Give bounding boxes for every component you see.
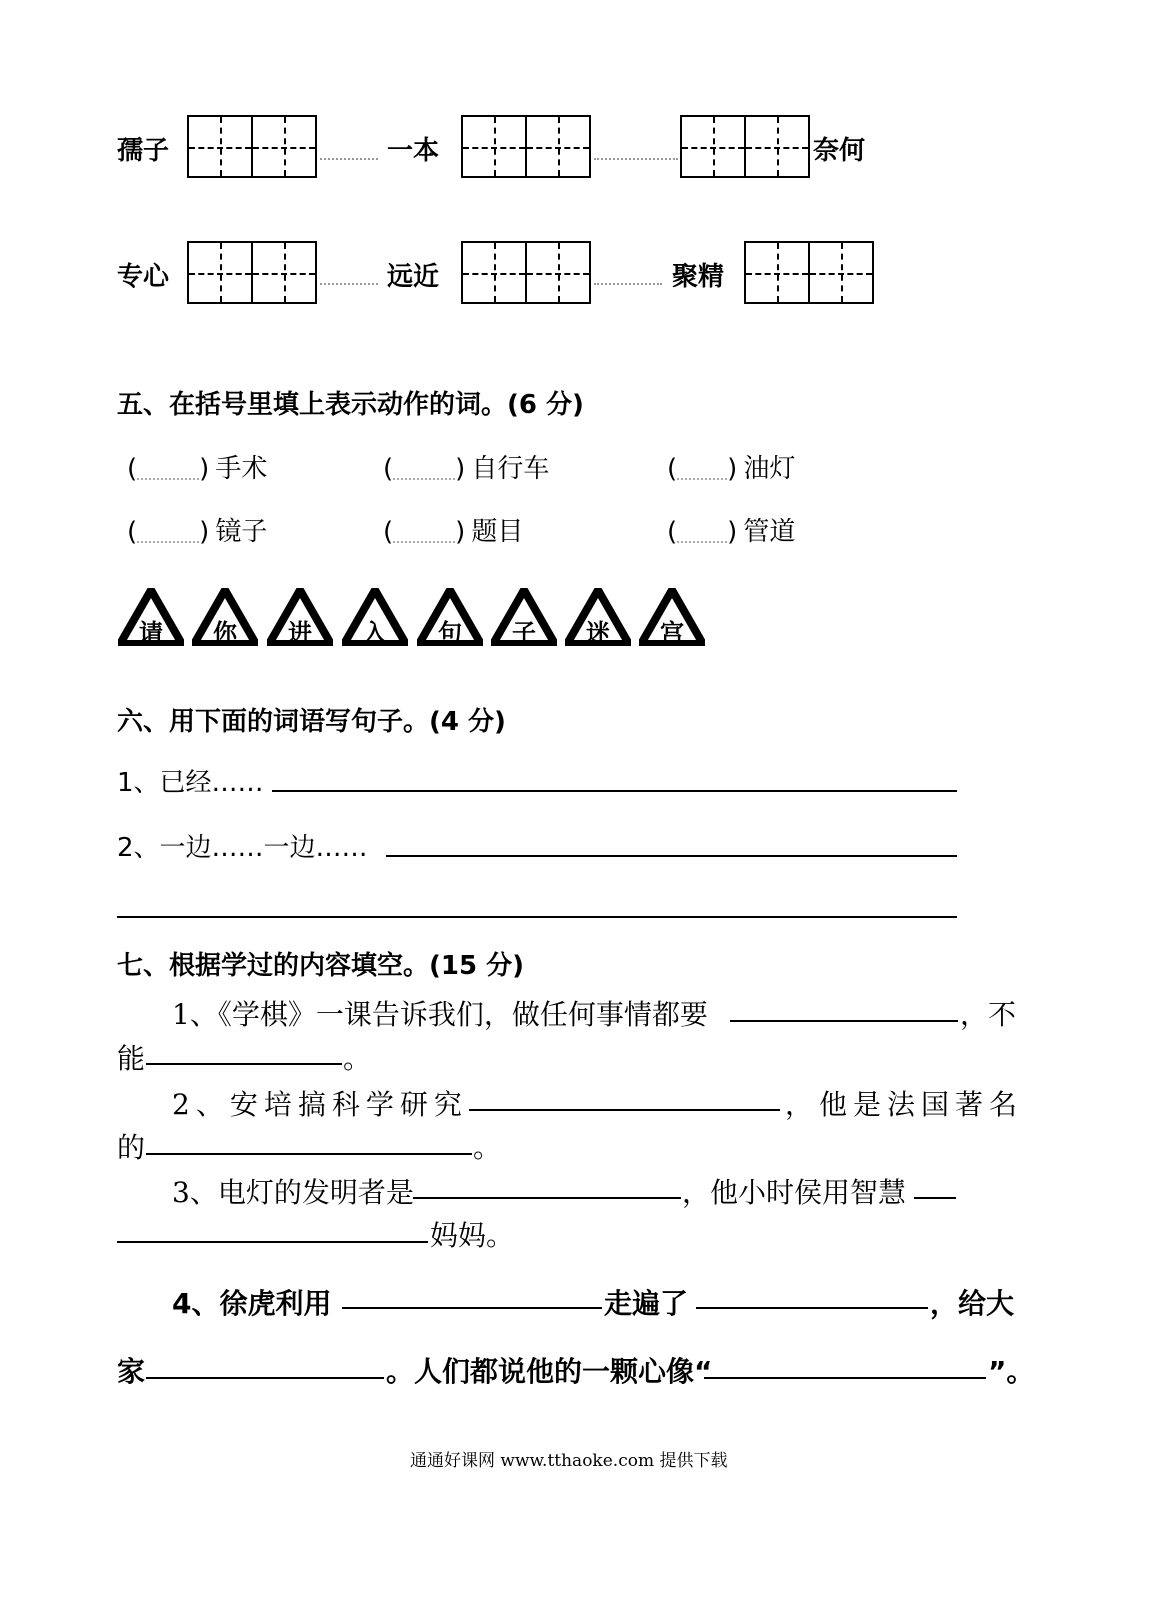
q3-text: 3、电灯的发明者是 bbox=[172, 1176, 414, 1209]
answer-line[interactable] bbox=[914, 1197, 956, 1199]
answer-line[interactable] bbox=[146, 1063, 342, 1065]
fill-paren-item[interactable]: ( ) 手术 bbox=[127, 454, 268, 484]
answer-grid[interactable] bbox=[187, 115, 317, 178]
q3-text: 妈妈。 bbox=[430, 1219, 515, 1252]
answer-grid[interactable] bbox=[461, 241, 591, 304]
word-prefix: 孺子 bbox=[117, 136, 170, 166]
maze-triangle: 子 bbox=[491, 588, 557, 646]
maze-triangle: 请 bbox=[118, 588, 184, 646]
section-5-heading: 五、在括号里填上表示动作的词。(6 分) bbox=[117, 390, 584, 420]
answer-line[interactable] bbox=[696, 1307, 928, 1309]
sentence-prompt-2: 2、一边……一边…… bbox=[117, 833, 368, 863]
answer-line[interactable] bbox=[469, 1109, 780, 1111]
word-prefix: 聚精 bbox=[672, 262, 725, 292]
q4-text: ”。 bbox=[988, 1355, 1035, 1388]
q4-text: 4、徐虎利用 bbox=[172, 1287, 332, 1320]
word-suffix: 奈何 bbox=[813, 136, 866, 166]
answer-line[interactable] bbox=[117, 1241, 428, 1243]
section-7-heading: 七、根据学过的内容填空。(15 分) bbox=[117, 951, 524, 981]
maze-triangle: 你 bbox=[192, 588, 258, 646]
sentence-prompt-1: 1、已经…… bbox=[117, 768, 264, 798]
answer-line[interactable] bbox=[342, 1307, 602, 1309]
q1-text: ，不 bbox=[960, 998, 1017, 1031]
maze-triangle: 进 bbox=[267, 588, 333, 646]
word-prefix: 远近 bbox=[387, 262, 440, 292]
q4-text: 走遍了 bbox=[604, 1287, 689, 1320]
dotted-spacer bbox=[320, 283, 378, 285]
answer-grid[interactable] bbox=[680, 115, 810, 178]
answer-line[interactable] bbox=[146, 1153, 472, 1155]
word-prefix: 一本 bbox=[387, 136, 440, 166]
maze-triangle: 宫 bbox=[639, 588, 705, 646]
fill-paren-item[interactable]: ( ) 题目 bbox=[383, 517, 524, 547]
dotted-spacer bbox=[594, 158, 678, 160]
answer-line[interactable] bbox=[272, 790, 957, 792]
word-prefix: 专心 bbox=[117, 262, 170, 292]
dotted-spacer bbox=[594, 283, 662, 285]
fill-paren-item[interactable]: ( ) 管道 bbox=[667, 517, 796, 547]
page-footer: 通通好课网 www.tthaoke.com 提供下载 bbox=[410, 1451, 728, 1471]
maze-triangle: 迷 bbox=[565, 588, 631, 646]
dotted-spacer bbox=[320, 158, 378, 160]
fill-paren-item[interactable]: ( ) 自行车 bbox=[383, 454, 550, 484]
answer-grid[interactable] bbox=[187, 241, 317, 304]
q2-text: 2、安培搞科学研究 bbox=[172, 1088, 468, 1121]
q1-text: 。 bbox=[343, 1042, 372, 1075]
answer-grid[interactable] bbox=[744, 241, 874, 304]
maze-triangle: 句 bbox=[417, 588, 483, 646]
maze-triangle: 入 bbox=[342, 588, 408, 646]
answer-line[interactable] bbox=[704, 1377, 986, 1379]
answer-line[interactable] bbox=[117, 916, 957, 918]
answer-line[interactable] bbox=[386, 855, 957, 857]
q2-text: ，他是法国著名 bbox=[785, 1088, 1024, 1121]
answer-line[interactable] bbox=[730, 1020, 958, 1022]
q3-text: ，他小时侯用智慧 bbox=[682, 1176, 907, 1209]
q2-text: 。 bbox=[473, 1131, 502, 1164]
q4-text: 家 bbox=[117, 1355, 146, 1388]
fill-paren-item[interactable]: ( ) 油灯 bbox=[667, 454, 796, 484]
q4-text: ，给大 bbox=[930, 1287, 1015, 1320]
q1-text: 能 bbox=[117, 1042, 146, 1075]
q2-text: 的 bbox=[117, 1131, 146, 1164]
answer-line[interactable] bbox=[146, 1377, 384, 1379]
section-6-heading: 六、用下面的词语写句子。(4 分) bbox=[117, 707, 506, 737]
q1-text: 1、《学棋》一课告诉我们，做任何事情都要 bbox=[172, 998, 708, 1031]
q4-text: 。人们都说他的一颗心像“ bbox=[386, 1355, 713, 1388]
answer-line[interactable] bbox=[413, 1197, 681, 1199]
answer-grid[interactable] bbox=[461, 115, 591, 178]
fill-paren-item[interactable]: ( ) 镜子 bbox=[127, 517, 268, 547]
